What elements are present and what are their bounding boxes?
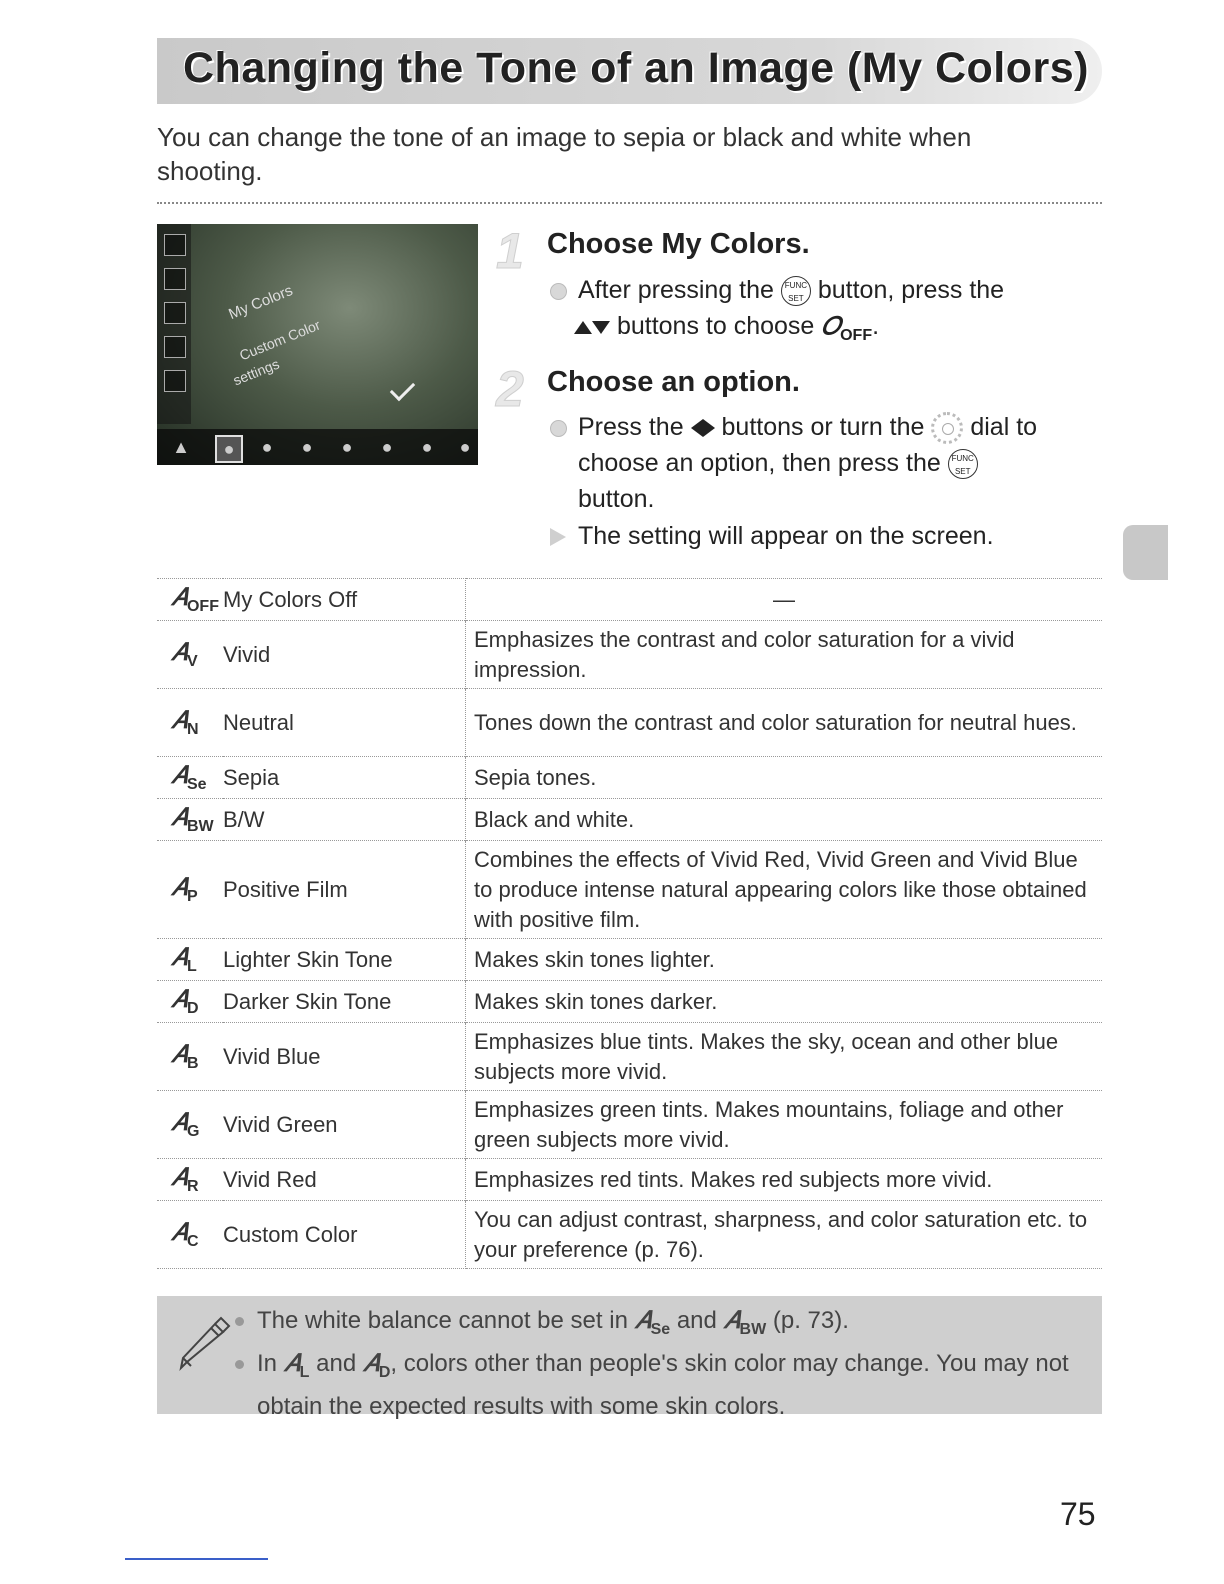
selected-option-icon: ● bbox=[215, 435, 243, 463]
my-colors-mode-icon: 𝐴$_G$ bbox=[171, 1108, 200, 1140]
step-2-instruction: Press the buttons or turn the dial to choose an option, then press the FUNC SET button. bbox=[578, 409, 1108, 517]
option-description: — bbox=[466, 579, 1103, 621]
intro-text: You can change the tone of an image to sepia or black and white when shooting. bbox=[157, 122, 972, 186]
screen-label: settings bbox=[230, 355, 282, 389]
step-1-instruction: After pressing the FUNC SET button, press the buttons to choose 𝑂$_{OFF}$. bbox=[578, 272, 1098, 354]
table-row bbox=[157, 939, 1102, 981]
my-colors-mode-icon: 𝐴$_N$ bbox=[171, 706, 199, 738]
screen-label: Custom Color bbox=[237, 316, 323, 364]
option-name: Vivid Blue bbox=[223, 1023, 466, 1091]
note-item: In 𝐴$_L$ and 𝐴$_D$, colors other than people's skin color may change. You may not obtain the expected results with some skin colors. bbox=[257, 1347, 1087, 1424]
option-icon: ● bbox=[301, 437, 313, 457]
option-name: Vivid Red bbox=[223, 1159, 466, 1201]
option-name: Custom Color bbox=[223, 1201, 466, 1269]
sepia-icon: 𝐴$_{Se}$ bbox=[634, 1307, 671, 1338]
table-row bbox=[157, 1201, 1102, 1269]
rail-icon bbox=[164, 234, 186, 256]
option-name: Neutral bbox=[223, 689, 466, 757]
step-1-number: 1 bbox=[496, 223, 524, 279]
option-icon-cell bbox=[157, 757, 223, 799]
title-banner bbox=[157, 38, 1102, 104]
option-name: Vivid bbox=[223, 621, 466, 689]
option-description: Makes skin tones lighter. bbox=[466, 939, 1103, 981]
option-description: Emphasizes red tints. Makes red subjects more vivid. bbox=[466, 1159, 1103, 1201]
my-colors-mode-icon: 𝐴$_P$ bbox=[171, 873, 198, 905]
option-icon-cell bbox=[157, 981, 223, 1023]
step-2-result: The setting will appear on the screen. bbox=[578, 518, 1098, 554]
my-colors-mode-icon: 𝐴$_D$ bbox=[171, 985, 199, 1017]
screen-label: My Colors bbox=[226, 281, 296, 324]
func-set-icon: FUNC SET bbox=[781, 276, 811, 306]
bw-icon: 𝐴$_{BW}$ bbox=[723, 1307, 767, 1338]
table-row bbox=[157, 1023, 1102, 1091]
step-1-title: Choose My Colors. bbox=[547, 228, 810, 260]
rail-icon bbox=[164, 302, 186, 324]
option-description: Emphasizes blue tints. Makes the sky, ocean and other blue subjects more vivid. bbox=[466, 1023, 1103, 1091]
table-row bbox=[157, 757, 1102, 799]
table-row bbox=[157, 981, 1102, 1023]
option-description: Sepia tones. bbox=[466, 757, 1103, 799]
option-icon-cell bbox=[157, 579, 223, 621]
bullet-icon bbox=[550, 420, 567, 437]
note-box bbox=[157, 1296, 1102, 1420]
menu-rail bbox=[157, 224, 191, 424]
bullet-icon bbox=[235, 1317, 244, 1326]
option-description: Emphasizes green tints. Makes mountains, foliage and other green subjects more vivid. bbox=[466, 1091, 1103, 1159]
divider bbox=[157, 202, 1102, 204]
table-row bbox=[157, 1159, 1102, 1201]
option-icon: ● bbox=[381, 437, 393, 457]
option-icon-cell bbox=[157, 1201, 223, 1269]
lighter-skin-icon: 𝐴$_L$ bbox=[283, 1349, 310, 1381]
bullet-icon bbox=[235, 1360, 244, 1369]
left-arrow-icon bbox=[691, 419, 703, 437]
option-name: Positive Film bbox=[223, 841, 466, 939]
option-icon-cell bbox=[157, 621, 223, 689]
control-dial-icon bbox=[931, 412, 963, 444]
up-arrow-icon bbox=[574, 321, 592, 334]
darker-skin-icon: 𝐴$_D$ bbox=[362, 1349, 391, 1381]
rail-icon bbox=[164, 268, 186, 290]
table-row bbox=[157, 841, 1102, 939]
option-name: My Colors Off bbox=[223, 579, 466, 621]
option-icon-cell bbox=[157, 1159, 223, 1201]
my-colors-mode-icon: 𝐴$_{OFF}$ bbox=[171, 583, 219, 615]
table-row bbox=[157, 621, 1102, 689]
chapter-tab bbox=[1123, 525, 1168, 580]
result-arrow-icon bbox=[550, 528, 566, 546]
my-colors-mode-icon: 𝐴$_{BW}$ bbox=[171, 803, 214, 835]
my-colors-mode-icon: 𝐴$_{Se}$ bbox=[171, 761, 207, 793]
my-colors-mode-icon: 𝐴$_V$ bbox=[171, 638, 198, 670]
rail-icon bbox=[164, 370, 186, 392]
option-name: Vivid Green bbox=[223, 1091, 466, 1159]
option-strip bbox=[157, 429, 478, 465]
option-name: B/W bbox=[223, 799, 466, 841]
option-description: Combines the effects of Vivid Red, Vivid Green and Vivid Blue to produce intense natural appearing colors like those obtained with positive film. bbox=[466, 841, 1103, 939]
option-icon: ● bbox=[261, 437, 273, 457]
table-row bbox=[157, 799, 1102, 841]
option-description: Emphasizes the contrast and color saturation for a vivid impression. bbox=[466, 621, 1103, 689]
option-icon: ▲ bbox=[172, 437, 190, 457]
option-icon: ● bbox=[459, 437, 471, 457]
option-description: You can adjust contrast, sharpness, and color saturation etc. to your preference (p. 76). bbox=[466, 1201, 1103, 1269]
option-name: Sepia bbox=[223, 757, 466, 799]
option-name: Lighter Skin Tone bbox=[223, 939, 466, 981]
right-arrow-icon bbox=[703, 419, 715, 437]
camera-screen-image bbox=[157, 224, 478, 465]
step-2-title: Choose an option. bbox=[547, 366, 800, 398]
down-arrow-icon bbox=[592, 321, 610, 334]
footer-rule bbox=[125, 1558, 268, 1560]
option-name: Darker Skin Tone bbox=[223, 981, 466, 1023]
note-list bbox=[257, 1304, 1087, 1424]
option-description: Black and white. bbox=[466, 799, 1103, 841]
option-icon-cell bbox=[157, 689, 223, 757]
my-colors-mode-icon: 𝐴$_C$ bbox=[171, 1218, 199, 1250]
option-icon-cell bbox=[157, 1023, 223, 1091]
step-2-number: 2 bbox=[496, 361, 524, 417]
option-icon: ● bbox=[421, 437, 433, 457]
func-set-icon: FUNC SET bbox=[948, 449, 978, 479]
table-row bbox=[157, 1091, 1102, 1159]
rail-icon bbox=[164, 336, 186, 358]
option-icon-cell bbox=[157, 799, 223, 841]
note-item: The white balance cannot be set in 𝐴$_{Se}$ and 𝐴$_{BW}$ (p. 73). bbox=[257, 1304, 1087, 1347]
option-icon-cell bbox=[157, 841, 223, 939]
option-icon: ● bbox=[341, 437, 353, 457]
my-colors-off-icon: 𝑂$_{OFF}$ bbox=[821, 313, 873, 344]
my-colors-mode-icon: 𝐴$_L$ bbox=[171, 943, 197, 975]
bullet-icon bbox=[550, 283, 567, 300]
page-title: Changing the Tone of an Image (My Colors) bbox=[183, 44, 1089, 92]
pencil-icon bbox=[173, 1310, 235, 1372]
my-colors-mode-icon: 𝐴$_B$ bbox=[171, 1040, 199, 1072]
my-colors-table bbox=[157, 578, 1102, 1269]
page-number: 75 bbox=[1060, 1496, 1096, 1532]
option-icon-cell bbox=[157, 1091, 223, 1159]
my-colors-mode-icon: 𝐴$_R$ bbox=[171, 1163, 199, 1195]
option-description: Makes skin tones darker. bbox=[466, 981, 1103, 1023]
table-row bbox=[157, 579, 1102, 621]
table-row bbox=[157, 689, 1102, 757]
option-description: Tones down the contrast and color saturation for neutral hues. bbox=[466, 689, 1103, 757]
option-icon-cell bbox=[157, 939, 223, 981]
